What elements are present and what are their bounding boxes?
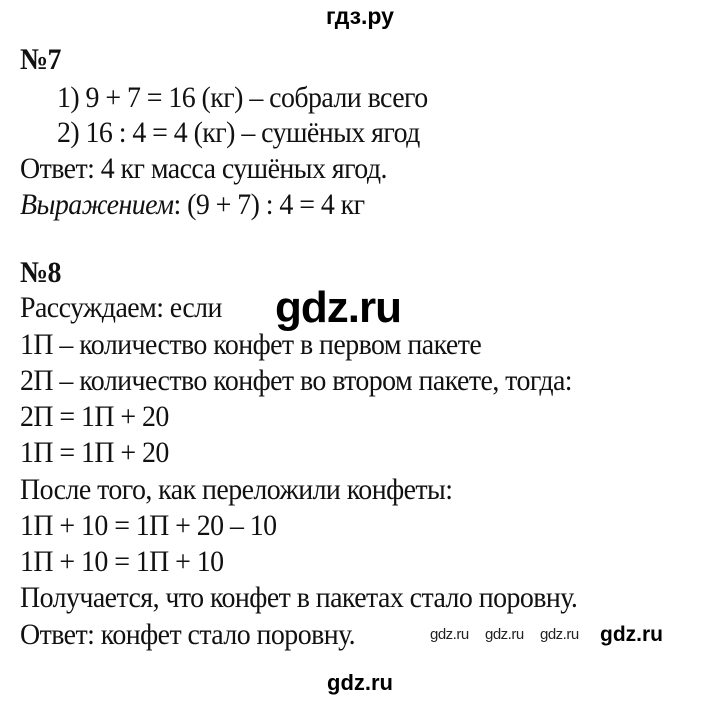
task-8-line: 1П + 10 = 1П + 20 – 10 (20, 509, 277, 542)
footer-watermark: gdz.ru (327, 670, 393, 695)
watermark-large: gdz.ru (275, 283, 401, 332)
task-7-expression (20, 188, 365, 222)
task-8-answer: Ответ: конфет стало поровну. (20, 618, 356, 651)
expression-label: Выражением (20, 188, 174, 221)
task-8-line: 1П – количество конфет в первом пакете (20, 328, 482, 361)
header-site-name: гдз.ру (326, 3, 394, 29)
task-7-step-1: 1) 9 + 7 = 16 (кг) – собрали всего (57, 81, 428, 114)
task-7-answer: Ответ: 4 кг масса сушёных ягод. (20, 152, 387, 185)
watermark-medium: gdz.ru (600, 623, 663, 646)
task-8-line: Рассуждаем: если (20, 291, 222, 324)
task-7-step-2: 2) 16 : 4 = 4 (кг) – сушёных ягод (57, 116, 420, 149)
task-8-line: 2П = 1П + 20 (20, 400, 169, 433)
task-8-line: После того, как переложили конфеты: (20, 473, 453, 506)
watermark-small: gdz.ru (430, 626, 469, 643)
task-7-number: №7 (20, 43, 61, 76)
expression-value: : (9 + 7) : 4 = 4 кг (173, 188, 365, 221)
watermark-small: gdz.ru (485, 626, 524, 643)
task-8-line: 1П + 10 = 1П + 10 (20, 545, 224, 578)
task-8-line: 2П – количество конфет во втором пакете, тогда: (20, 364, 572, 397)
watermark-small: gdz.ru (540, 626, 579, 643)
task-8-line: Получается, что конфет в пакетах стало поровну. (20, 581, 578, 614)
task-8-line: 1П = 1П + 20 (20, 436, 169, 469)
task-8-number: №8 (20, 256, 61, 289)
